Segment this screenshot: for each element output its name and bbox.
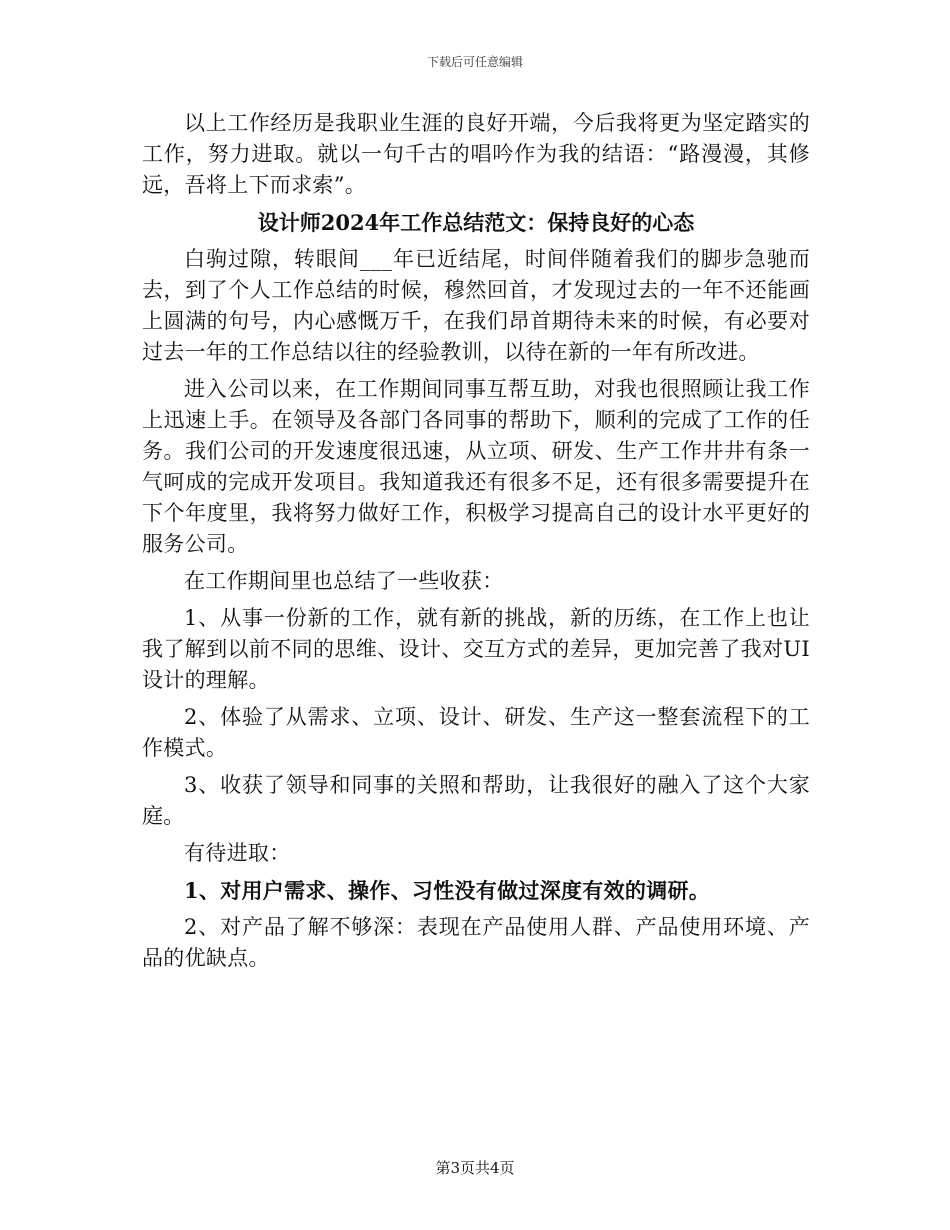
list-item-gain-1: 1、从事一份新的工作，就有新的挑战，新的历练，在工作上也让我了解到以前不同的思维、设计、交互方式的差异，更加完善了我对UI设计的理解。 xyxy=(142,606,810,692)
paragraph-conclusion: 以上工作经历是我职业生涯的良好开端，今后我将更为坚定踏实的工作，努力进取。就以一句千古的唱吟作为我的结语：“路漫漫，其修远，吾将上下而求索”。 xyxy=(142,111,810,197)
paragraph-work-experience: 进入公司以来，在工作期间同事互帮互助，对我也很照顾让我工作上迅速上手。在领导及各部门各同事的帮助下，顺利的完成了工作的任务。我们公司的开发速度很迅速，从立项、研发、生产工作井井有条一气呵成的完成开发项目。我知道我还有很多不足，还有很多需要提升在下个年度里，我将努力做好工作，积极学习提高自己的设计水平更好的服务公司。 xyxy=(142,377,810,556)
page-number: 第3页共4页 xyxy=(435,1159,515,1177)
list-item-gain-3: 3、收获了领导和同事的关照和帮助，让我很好的融入了这个大家庭。 xyxy=(142,773,810,828)
section-title: 设计师2024年工作总结范文：保持良好的心态 xyxy=(257,210,695,235)
list-item-improvement-2: 2、对产品了解不够深：表现在产品使用人群、产品使用环境、产品的优缺点。 xyxy=(142,915,810,970)
list-item-improvement-1: 1、对用户需求、操作、习性没有做过深度有效的调研。 xyxy=(184,878,711,903)
paragraph-intro: 白驹过隙，转眼间___年已近结尾，时间伴随着我们的脚步急驰而去，到了个人工作总结的时候，穆然回首，才发现过去的一年不还能画上圆满的句号，内心感慨万千，在我们昂首期待未来的时候，有必要对过去一年的工作总结以往的经验教训，以待在新的一年有所改进。 xyxy=(142,247,810,364)
document-body xyxy=(142,108,810,974)
paragraph-gains-heading: 在工作期间里也总结了一些收获： xyxy=(184,569,504,593)
list-item-gain-2: 2、体验了从需求、立项、设计、研发、生产这一整套流程下的工作模式。 xyxy=(142,705,810,760)
paragraph-improvement-heading: 有待进取： xyxy=(184,841,291,865)
page-header-note: 下载后可任意编辑 xyxy=(426,55,523,69)
